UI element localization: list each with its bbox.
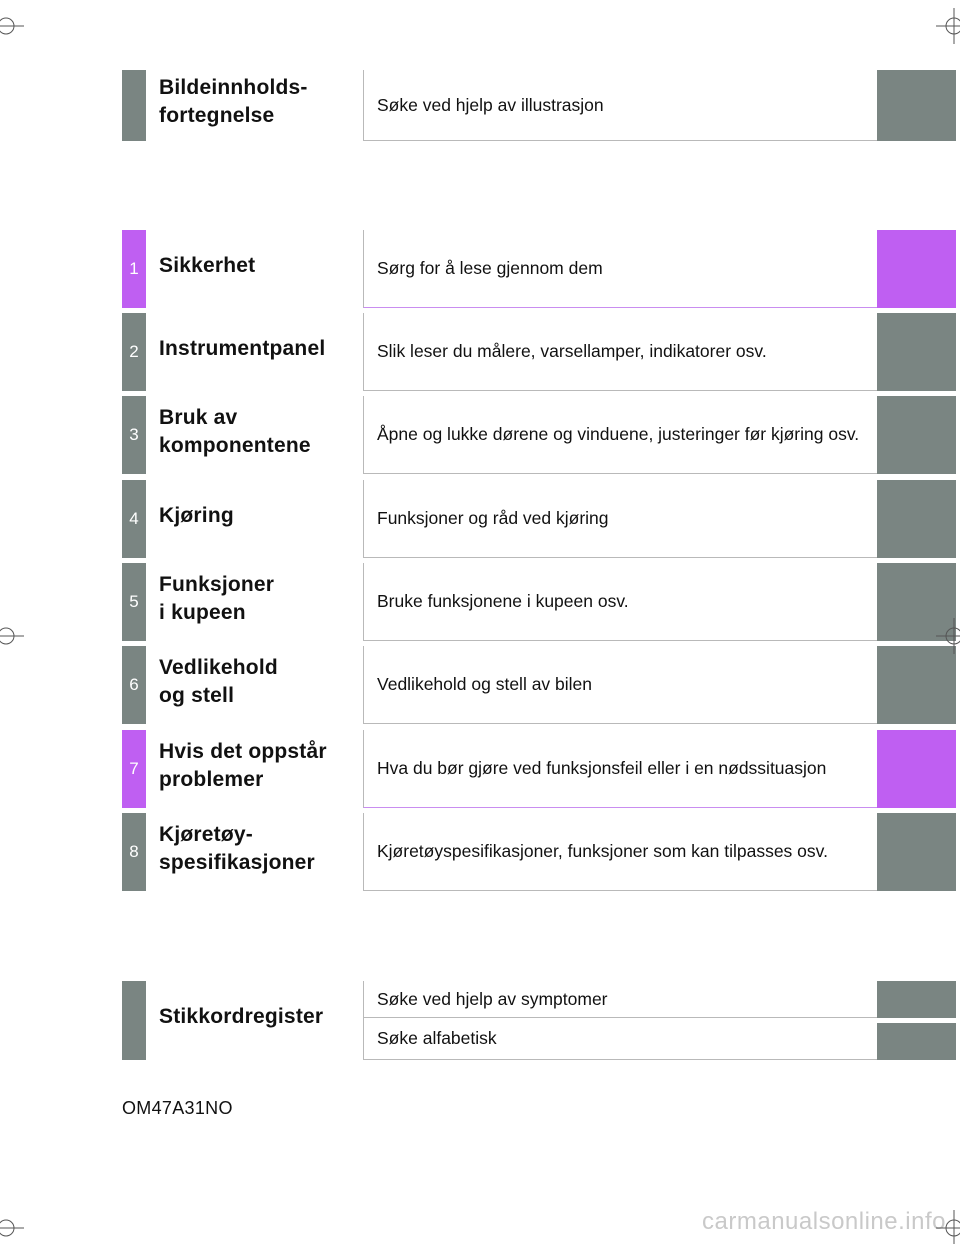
chapter-description[interactable]: Kjøretøyspesifikasjoner, funksjoner som kan tilpasses osv. xyxy=(363,813,877,891)
crop-mark-top-left xyxy=(0,8,30,44)
chapter-number: 1 xyxy=(122,230,146,308)
chapter-tab[interactable] xyxy=(877,646,956,724)
chapter-description[interactable]: Slik leser du målere, varsellamper, indikatorer osv. xyxy=(363,313,877,391)
chapter-title: Instrumentpanel xyxy=(159,337,326,360)
chapter-number: 3 xyxy=(122,396,146,474)
chapter-description[interactable]: Åpne og lukke dørene og vinduene, justeringer før kjøring osv. xyxy=(363,396,877,474)
header-title xyxy=(159,74,359,130)
chapter-number: 7 xyxy=(122,730,146,808)
chapter-number: 2 xyxy=(122,313,146,391)
chapter-title-line: og stell xyxy=(159,684,235,707)
document-code: OM47A31NO xyxy=(122,1098,233,1118)
chapter-title-line: Hvis det oppstår xyxy=(159,740,327,763)
index-marker xyxy=(122,981,146,1060)
chapter-row-4[interactable] xyxy=(122,480,956,558)
chapter-number: 6 xyxy=(122,646,146,724)
header-row xyxy=(122,70,956,141)
chapter-title-line: i kupeen xyxy=(159,601,246,624)
chapter-title xyxy=(159,738,359,794)
header-marker xyxy=(122,70,146,141)
index-item-symptoms[interactable]: Søke ved hjelp av symptomer xyxy=(363,981,877,1018)
index-item-alphabetic[interactable]: Søke alfabetisk xyxy=(363,1018,877,1060)
chapter-tab[interactable] xyxy=(877,230,956,308)
index-tab-alphabetic[interactable] xyxy=(877,1023,956,1060)
chapter-row-7[interactable] xyxy=(122,730,956,808)
header-title-line-2: fortegnelse xyxy=(159,104,275,127)
chapter-title: Sikkerhet xyxy=(159,254,256,277)
chapter-tab[interactable] xyxy=(877,730,956,808)
chapter-title: Kjøring xyxy=(159,504,234,527)
chapter-tab[interactable] xyxy=(877,813,956,891)
chapter-row-1[interactable] xyxy=(122,230,956,308)
chapter-row-2[interactable] xyxy=(122,313,956,391)
chapter-title-line: Funksjoner xyxy=(159,573,275,596)
chapter-title-line: komponentene xyxy=(159,434,311,457)
crop-mark-top-right xyxy=(936,8,960,44)
chapter-description[interactable]: Vedlikehold og stell av bilen xyxy=(363,646,877,724)
chapter-title xyxy=(159,654,359,710)
crop-mark-bottom-right xyxy=(936,1210,960,1244)
index-tab-symptoms[interactable] xyxy=(877,981,956,1018)
crop-mark-bottom-left xyxy=(0,1210,30,1244)
chapter-title-line: spesifikasjoner xyxy=(159,851,315,874)
chapter-description[interactable]: Funksjoner og råd ved kjøring xyxy=(363,480,877,558)
chapter-title-line: Bruk av xyxy=(159,406,238,429)
chapter-title xyxy=(159,821,359,877)
index-title: Stikkordregister xyxy=(159,1005,324,1028)
chapter-row-6[interactable] xyxy=(122,646,956,724)
chapter-row-5[interactable] xyxy=(122,563,956,641)
chapter-description[interactable]: Hva du bør gjøre ved funksjonsfeil eller i en nødssituasjon xyxy=(363,730,877,808)
header-title-line-1: Bildeinnholds- xyxy=(159,76,308,99)
chapter-row-8[interactable] xyxy=(122,813,956,891)
chapter-description[interactable]: Bruke funksjonene i kupeen osv. xyxy=(363,563,877,641)
chapter-title-line: Vedlikehold xyxy=(159,656,278,679)
chapter-tab[interactable] xyxy=(877,313,956,391)
chapter-title-line: problemer xyxy=(159,768,264,791)
watermark: carmanualsonline.info xyxy=(702,1208,946,1235)
chapter-row-3[interactable] xyxy=(122,396,956,474)
chapter-tab[interactable] xyxy=(877,480,956,558)
chapter-number: 5 xyxy=(122,563,146,641)
chapter-number: 8 xyxy=(122,813,146,891)
index-row xyxy=(122,981,956,1060)
crop-mark-mid-right xyxy=(936,618,960,654)
header-description[interactable]: Søke ved hjelp av illustrasjon xyxy=(363,70,877,141)
chapter-title-line: Kjøretøy- xyxy=(159,823,253,846)
chapter-description[interactable]: Sørg for å lese gjennom dem xyxy=(363,230,877,308)
chapter-title xyxy=(159,404,359,460)
chapter-number: 4 xyxy=(122,480,146,558)
chapter-tab[interactable] xyxy=(877,396,956,474)
chapter-title xyxy=(159,571,359,627)
header-tab[interactable] xyxy=(877,70,956,141)
crop-mark-mid-left xyxy=(0,618,30,654)
